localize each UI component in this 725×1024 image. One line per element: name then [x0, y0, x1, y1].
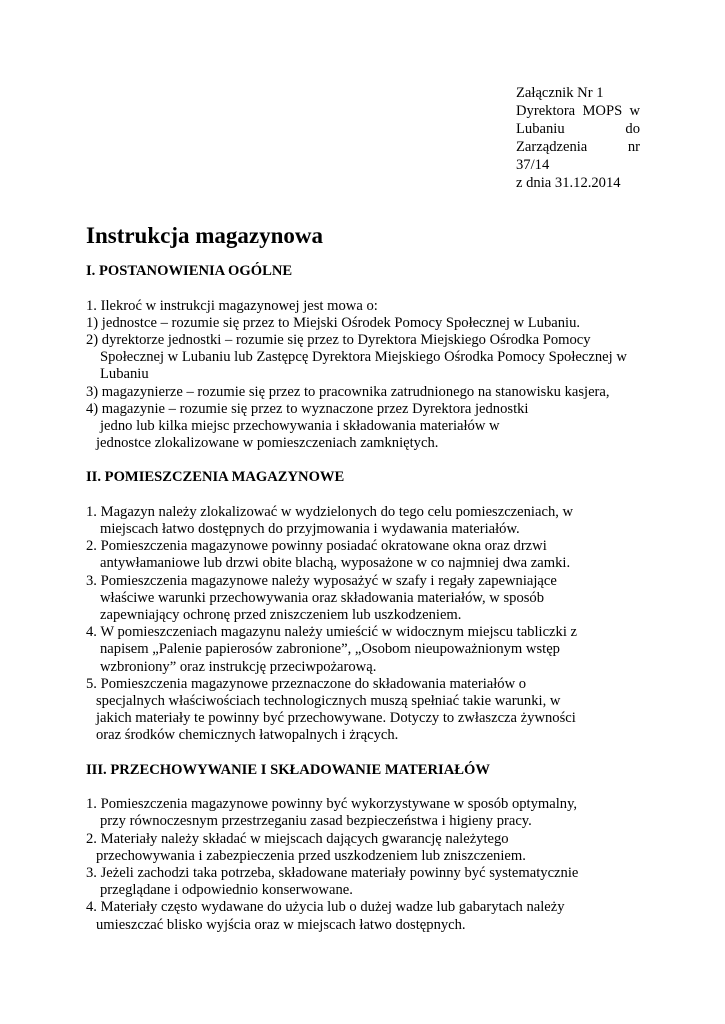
- list-item: [86, 384, 646, 401]
- annex-line: z dnia 31.12.2014: [516, 175, 621, 192]
- item-line: 3) magazynierze – rozumie się przez to pracownika zatrudnionego na stanowisku kasjera,: [86, 383, 610, 400]
- list-item: [86, 315, 646, 332]
- annex-note: [516, 84, 640, 193]
- item-line: 1. Pomieszczenia magazynowe powinny być wykorzystywane w sposób optymalny,: [86, 796, 578, 813]
- annex-word: nr: [627, 139, 640, 156]
- item-line: 4. Materiały często wydawane do użycia lub o dużej wadze lub gabarytach należy: [86, 899, 565, 916]
- list-item: [86, 796, 646, 830]
- definition-list: [86, 315, 646, 453]
- item-line: 1) jednostce – rozumie się przez to Miejski Ośrodek Pomocy Społecznej w Lubaniu.: [86, 314, 581, 331]
- item-line: przy równoczesnym przestrzeganiu zasad bezpieczeństwa i higieny pracy.: [100, 813, 532, 830]
- section-intro: 1. Ilekroć w instrukcji magazynowej jest mowa o:: [86, 297, 378, 314]
- item-line: 2. Materiały należy składać w miejscach dających gwarancję należytego: [86, 830, 509, 847]
- section-heading: I. POSTANOWIENIA OGÓLNE: [86, 263, 293, 279]
- item-line: 3. Jeżeli zachodzi taka potrzeba, składowane materiały powinny być systematycznie: [86, 864, 579, 881]
- item-line: 1. Magazyn należy zlokalizować w wydzielonych do tego celu pomieszczeniach, w: [86, 503, 574, 520]
- section-heading: III. PRZECHOWYWANIE I SKŁADOWANIE MATERIAŁÓW: [86, 761, 490, 778]
- item-line: wzbroniony” oraz instrukcję przeciwpożarową.: [100, 658, 377, 675]
- item-line: 5. Pomieszczenia magazynowe przeznaczone do składowania materiałów o: [86, 675, 527, 692]
- item-line: Społecznej w Lubaniu lub Zastępcę Dyrektora Miejskiego Ośrodka Pomocy Społecznej w: [100, 349, 627, 366]
- item-line: 4) magazynie – rozumie się przez to wyznaczone przez Dyrektora jednostki: [86, 400, 529, 417]
- list-item: [86, 573, 646, 625]
- numbered-list: [86, 796, 646, 934]
- document-title: Instrukcja magazynowa: [86, 223, 324, 248]
- list-item: [86, 899, 646, 933]
- list-item: [86, 401, 646, 453]
- list-item: [86, 865, 646, 899]
- annex-line: [516, 138, 640, 156]
- section-storing-materials: [86, 761, 646, 934]
- annex-line: [516, 102, 640, 120]
- annex-line: Załącznik Nr 1: [516, 85, 604, 101]
- item-line: przechowywania i zabezpieczenia przed uszkodzeniem lub zniszczeniem.: [96, 847, 526, 864]
- annex-word: MOPS: [582, 103, 623, 120]
- section-general-provisions: [86, 262, 646, 452]
- item-line: Lubaniu: [100, 366, 149, 383]
- list-item: [86, 676, 646, 745]
- list-item: [86, 504, 646, 538]
- section-storage-rooms: [86, 468, 646, 744]
- item-line: oraz środków chemicznych łatwopalnych i żrących.: [96, 727, 399, 744]
- item-line: jakich materiały te powinny być przechowywane. Dotyczy to zwłaszcza żywności: [96, 710, 576, 727]
- item-line: 4. W pomieszczeniach magazynu należy umieścić w widocznym miejscu tabliczki z: [86, 624, 578, 641]
- annex-word: Zarządzenia: [516, 139, 588, 156]
- annex-word: Lubaniu: [516, 121, 565, 138]
- annex-line: 37/14: [516, 157, 550, 174]
- item-line: 2. Pomieszczenia magazynowe powinny posiadać okratowane okna oraz drzwi: [86, 538, 547, 555]
- item-line: 3. Pomieszczenia magazynowe należy wyposażyć w szafy i regały zapewniające: [86, 572, 557, 589]
- item-line: napisem „Palenie papierosów zabronione”, „Osobom nieupoważnionym wstęp: [100, 641, 560, 658]
- numbered-list: [86, 504, 646, 745]
- annex-word: do: [625, 121, 640, 138]
- list-item: [86, 538, 646, 572]
- annex-line: [516, 120, 640, 138]
- item-line: miejscach łatwo dostępnych do przyjmowania i wydawania materiałów.: [100, 521, 520, 538]
- list-item: [86, 332, 646, 384]
- annex-word: Dyrektora: [516, 103, 576, 120]
- item-line: jednostce zlokalizowane w pomieszczeniach zamkniętych.: [96, 435, 439, 452]
- item-line: właściwe warunki przechowywania oraz składowania materiałów, w sposób: [100, 589, 545, 606]
- section-heading: II. POMIESZCZENIA MAGAZYNOWE: [86, 469, 345, 486]
- list-item: [86, 624, 646, 676]
- annex-word: w: [629, 103, 640, 120]
- item-line: antywłamaniowe lub drzwi obite blachą, wyposażone w co najmniej dwa zamki.: [100, 555, 571, 572]
- item-line: jedno lub kilka miejsc przechowywania i składowania materiałów w: [100, 417, 500, 434]
- document-body: [86, 262, 646, 934]
- item-line: specjalnych właściwościach technologicznych muszą spełniać takie warunki, w: [96, 693, 561, 710]
- item-line: 2) dyrektorze jednostki – rozumie się przez to Dyrektora Miejskiego Ośrodka Pomocy: [86, 331, 591, 348]
- item-line: zapewniający ochronę przed zniszczeniem lub uszkodzeniem.: [100, 607, 462, 624]
- item-line: przeglądane i odpowiednio konserwowane.: [100, 882, 353, 899]
- list-item: [86, 831, 646, 865]
- item-line: umieszczać blisko wyjścia oraz w miejscach łatwo dostępnych.: [96, 916, 466, 933]
